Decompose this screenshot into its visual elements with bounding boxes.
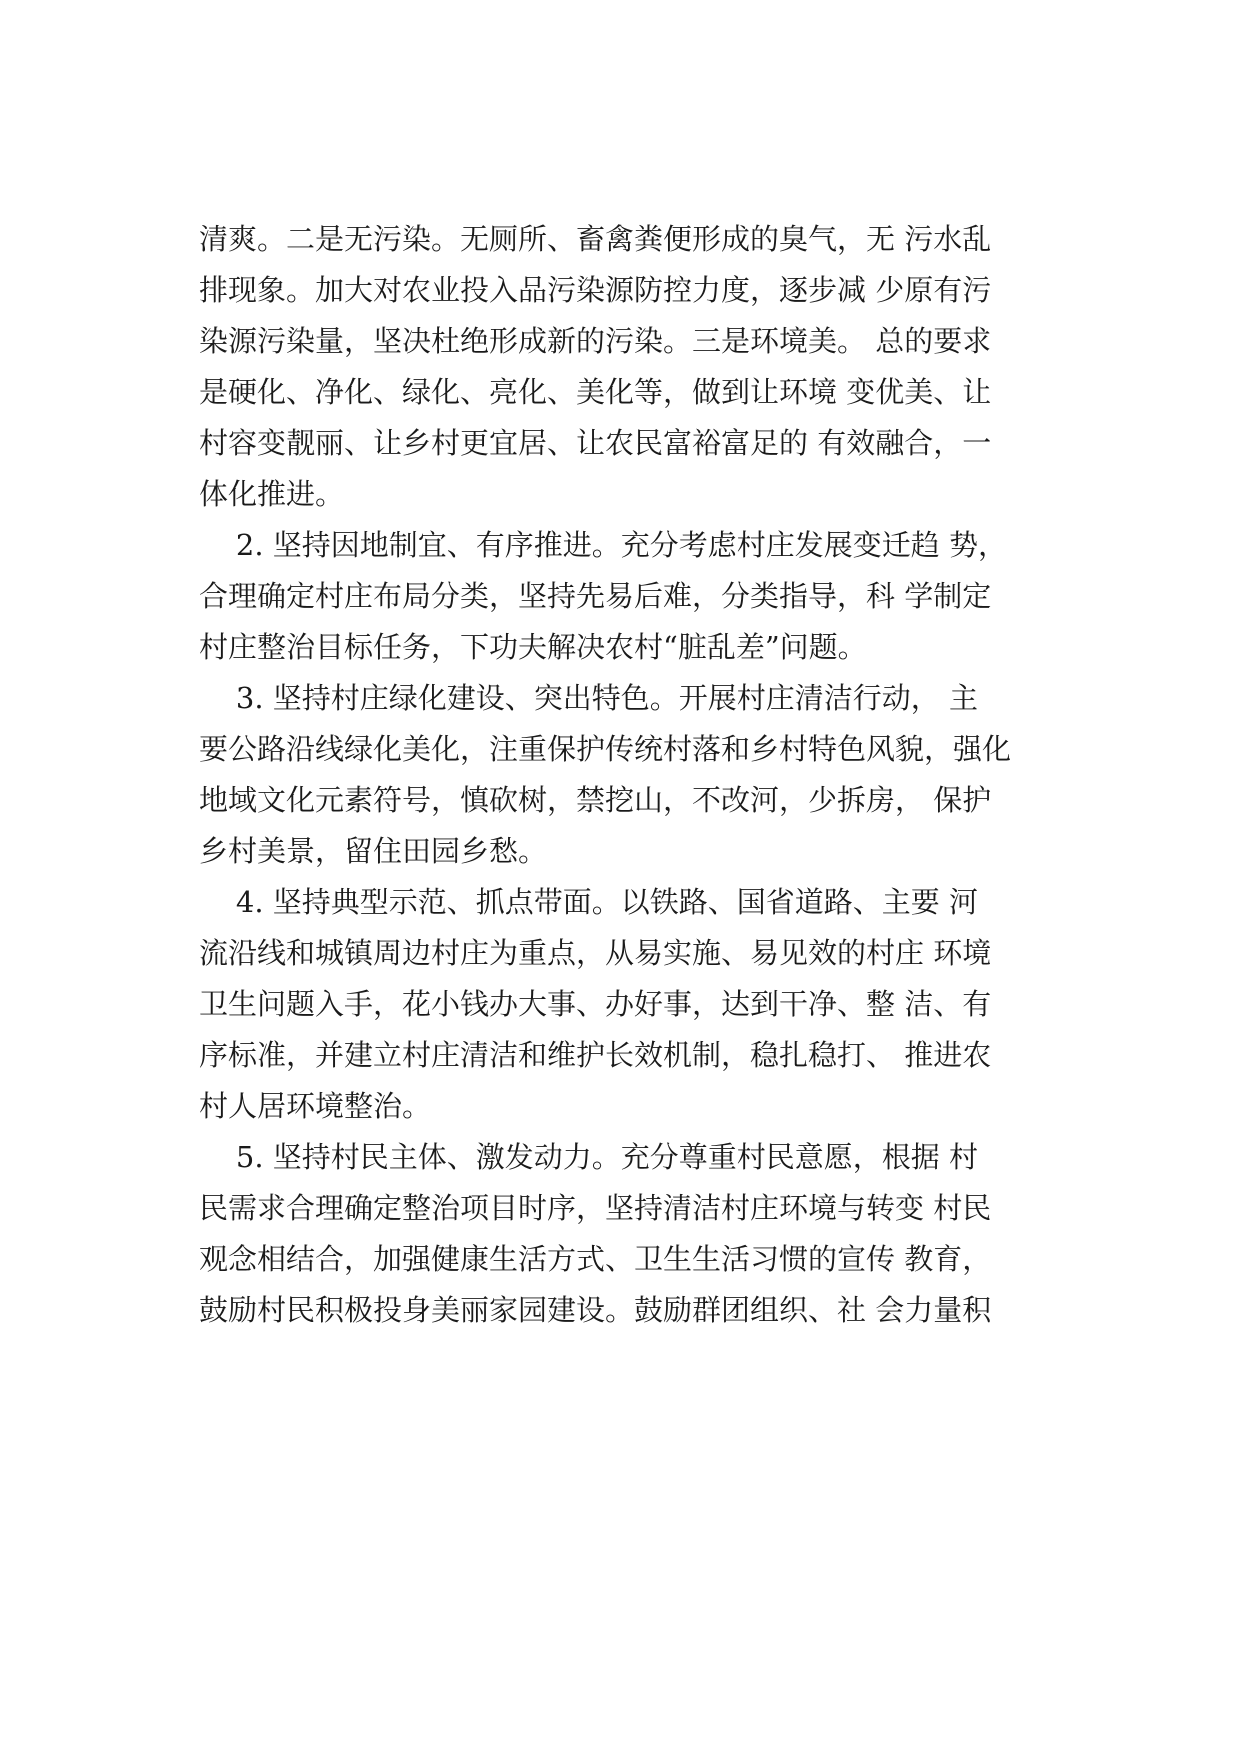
text-line: 3. 坚持村庄绿化建设、突出特色。开展村庄清洁行动， 主: [199, 681, 978, 715]
text-line: 2. 坚持因地制宜、有序推进。充分考虑村庄发展变迁趋 势，: [199, 528, 1007, 562]
text-line: 清爽。二是无污染。无厕所、畜禽粪便形成的臭气，无 污水乱: [199, 222, 992, 256]
text-line: 村庄整治目标任务，下功夫解决农村“脏乱差”问题。: [199, 630, 867, 664]
text-line: 是硬化、净化、绿化、亮化、美化等，做到让环境 变优美、让: [199, 375, 992, 409]
text-line: 民需求合理确定整治项目时序，坚持清洁村庄环境与转变 村民: [199, 1191, 992, 1225]
text-line: 村容变靓丽、让乡村更宜居、让农民富裕富足的 有效融合，一: [199, 426, 992, 460]
text-line: 染源污染量，坚决杜绝形成新的污染。三是环境美。 总的要求: [199, 324, 992, 358]
text-line: 地域文化元素符号，慎砍树，禁挖山，不改河，少拆房， 保护: [199, 783, 992, 817]
text-line: 体化推进。: [199, 477, 345, 511]
text-line: 观念相结合，加强健康生活方式、卫生生活习惯的宣传 教育，: [199, 1242, 992, 1276]
text-line: 5. 坚持村民主体、激发动力。充分尊重村民意愿，根据 村: [199, 1140, 978, 1174]
text-line: 序标准，并建立村庄清洁和维护长效机制，稳扎稳打、 推进农: [199, 1038, 992, 1072]
text-line: 村人居环境整治。: [199, 1089, 432, 1123]
text-line: 4. 坚持典型示范、抓点带面。以铁路、国省道路、主要 河: [199, 885, 978, 919]
text-line: 排现象。加大对农业投入品污染源防控力度，逐步减 少原有污: [199, 273, 992, 307]
text-line: 卫生问题入手，花小钱办大事、办好事，达到干净、整 洁、有: [199, 987, 992, 1021]
text-line: 鼓励村民积极投身美丽家园建设。鼓励群团组织、社 会力量积: [199, 1293, 992, 1327]
text-line: 乡村美景，留住田园乡愁。: [199, 834, 548, 868]
text-line: 要公路沿线绿化美化，注重保护传统村落和乡村特色风貌，强化: [199, 732, 1012, 766]
text-line: 流沿线和城镇周边村庄为重点，从易实施、易见效的村庄 环境: [199, 936, 992, 970]
text-line: 合理确定村庄布局分类，坚持先易后难，分类指导，科 学制定: [199, 579, 992, 613]
